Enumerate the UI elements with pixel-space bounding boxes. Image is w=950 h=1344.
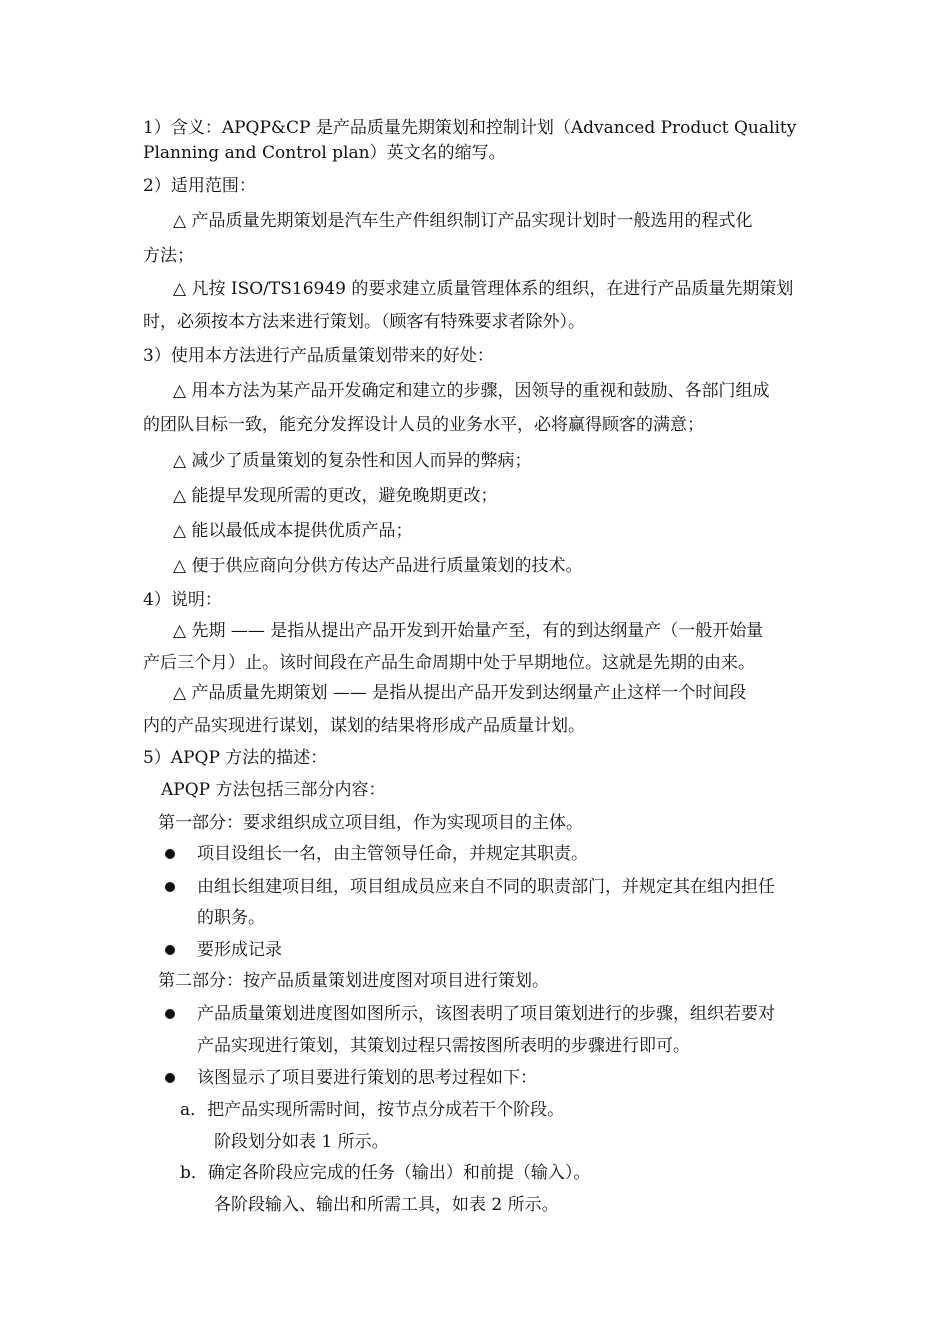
text-line: △ 能提早发现所需的更改，避免晚期更改；	[173, 486, 498, 506]
text-line: 阶段划分如表 1 所示。	[214, 1132, 389, 1152]
text-line: 产后三个月）止。该时间段在产品生命周期中处于早期地位。这就是先期的由来。	[143, 653, 755, 673]
text-line: 方法；	[143, 246, 194, 266]
bullet-icon	[165, 849, 175, 859]
list-item: 由组长组建项目组，项目组成员应来自不同的职责部门，并规定其在组内担任	[197, 877, 775, 897]
text-line: △ 用本方法为某产品开发确定和建立的步骤，因领导的重视和鼓励、各部门组成	[173, 381, 770, 401]
text-line: 的团队目标一致，能充分发挥设计人员的业务水平，必将赢得顾客的满意；	[143, 415, 704, 435]
bullet-icon	[165, 1073, 175, 1083]
text-line: △ 产品质量先期策划是汽车生产件组织制订产品实现计划时一般选用的程式化	[173, 211, 753, 231]
bullet-icon	[165, 882, 175, 892]
list-item: 要形成记录	[197, 940, 282, 960]
list-item-continuation: 产品实现进行策划，其策划过程只需按图所表明的步骤进行即可。	[197, 1036, 690, 1056]
text-line: △ 减少了质量策划的复杂性和因人而异的弊病；	[173, 451, 532, 471]
text-line: △ 凡按 ISO/TS16949 的要求建立质量管理体系的组织，在进行产品质量先期策划	[173, 279, 794, 299]
text-line: 内的产品实现进行谋划，谋划的结果将形成产品质量计划。	[143, 716, 585, 736]
text-line: △ 先期 —— 是指从提出产品开发到开始量产至，有的到达纲量产（一般开始量	[173, 621, 764, 641]
section-heading: 5）APQP 方法的描述：	[143, 748, 328, 768]
list-item: 项目设组长一名，由主管领导任命，并规定其职责。	[197, 844, 588, 864]
section-heading: 3）使用本方法进行产品质量策划带来的好处：	[143, 346, 494, 366]
section-heading: 4）说明：	[143, 590, 222, 610]
list-item: 产品质量策划进度图如图所示，该图表明了项目策划进行的步骤，组织若要对	[197, 1004, 775, 1024]
sub-list-item: b．确定各阶段应完成的任务（输出）和前提（输入）。	[180, 1163, 591, 1183]
text-line: APQP 方法包括三部分内容：	[161, 780, 386, 800]
list-item: 该图显示了项目要进行策划的思考过程如下：	[197, 1068, 537, 1088]
text-line: 第二部分：按产品质量策划进度图对项目进行策划。	[158, 971, 549, 991]
list-item-continuation: 的职务。	[197, 908, 265, 928]
text-line: △ 能以最低成本提供优质产品；	[173, 521, 413, 541]
text-line: 各阶段输入、输出和所需工具，如表 2 所示。	[214, 1195, 559, 1215]
text-line: 第一部分：要求组织成立项目组，作为实现项目的主体。	[158, 813, 583, 833]
text-line: △ 便于供应商向分供方传达产品进行质量策划的技术。	[173, 556, 583, 576]
bullet-icon	[165, 945, 175, 955]
bullet-icon	[165, 1009, 175, 1019]
sub-list-item: a．把产品实现所需时间，按节点分成若干个阶段。	[180, 1100, 565, 1120]
section-heading: 2）适用范围：	[143, 176, 256, 196]
text-line: 时，必须按本方法来进行策划。（顾客有特殊要求者除外）。	[143, 312, 585, 332]
text-line: 1）含义：APQP&CP 是产品质量先期策划和控制计划（Advanced Product Quality	[143, 118, 797, 138]
text-line: △ 产品质量先期策划 —— 是指从提出产品开发到达纲量产止这样一个时间段	[173, 683, 747, 703]
text-line: Planning and Control plan）英文名的缩写。	[143, 143, 506, 163]
